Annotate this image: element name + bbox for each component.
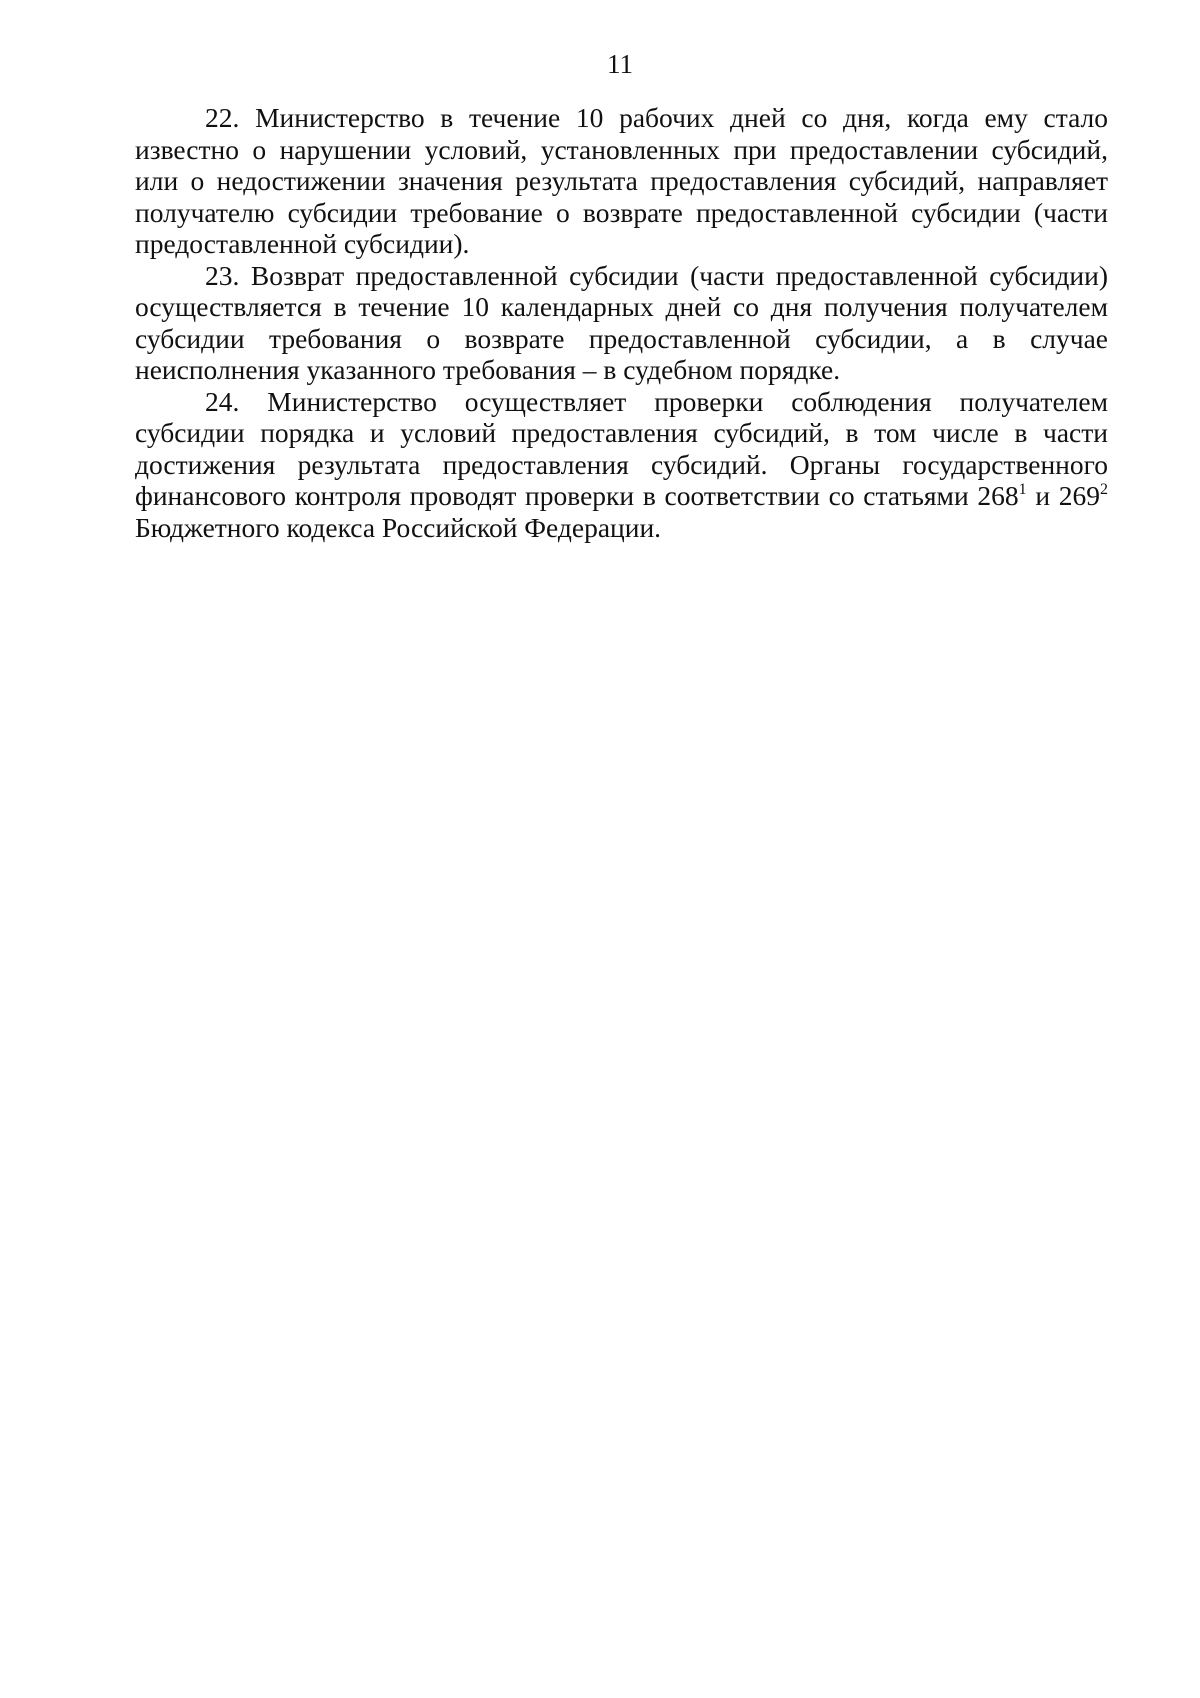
paragraph-24-text-end: Бюджетного кодекса Российской Федерации.	[135, 511, 662, 543]
superscript-article-269: 2	[1100, 481, 1109, 498]
paragraph-24-text-middle: и 269	[1026, 480, 1101, 511]
superscript-article-268: 1	[1018, 481, 1027, 498]
document-body	[135, 102, 1108, 543]
paragraph-22: 22. Министерство в течение 10 рабочих дней со дня, когда ему стало известно о нарушении условий, установленных при предоставлении субсидий, или о недостижении значения результата предоставления субсидий, направляет получателю субсидии требование о возврате предоставленной субсидии (части предоставленной субсидии).	[135, 102, 1108, 259]
paragraph-24-text-start: 24. Министерство осуществляет проверки соблюдения получателем субсидии порядка и условий предоставления субсидий, в том числе в части достижения результата предоставления субсидий. Органы государственного финансового контроля проводят проверки в соответствии со статьями 268	[135, 385, 1108, 511]
page-number: 11	[607, 49, 633, 79]
paragraph-23: 23. Возврат предоставленной субсидии (части предоставленной субсидии) осуществляется в течение 10 календарных дней со дня получения получателем субсидии требования о возврате предоставленной субсидии, а в случае неисполнения указанного требования – в судебном порядке.	[135, 259, 1108, 385]
paragraph-24	[135, 386, 1108, 544]
